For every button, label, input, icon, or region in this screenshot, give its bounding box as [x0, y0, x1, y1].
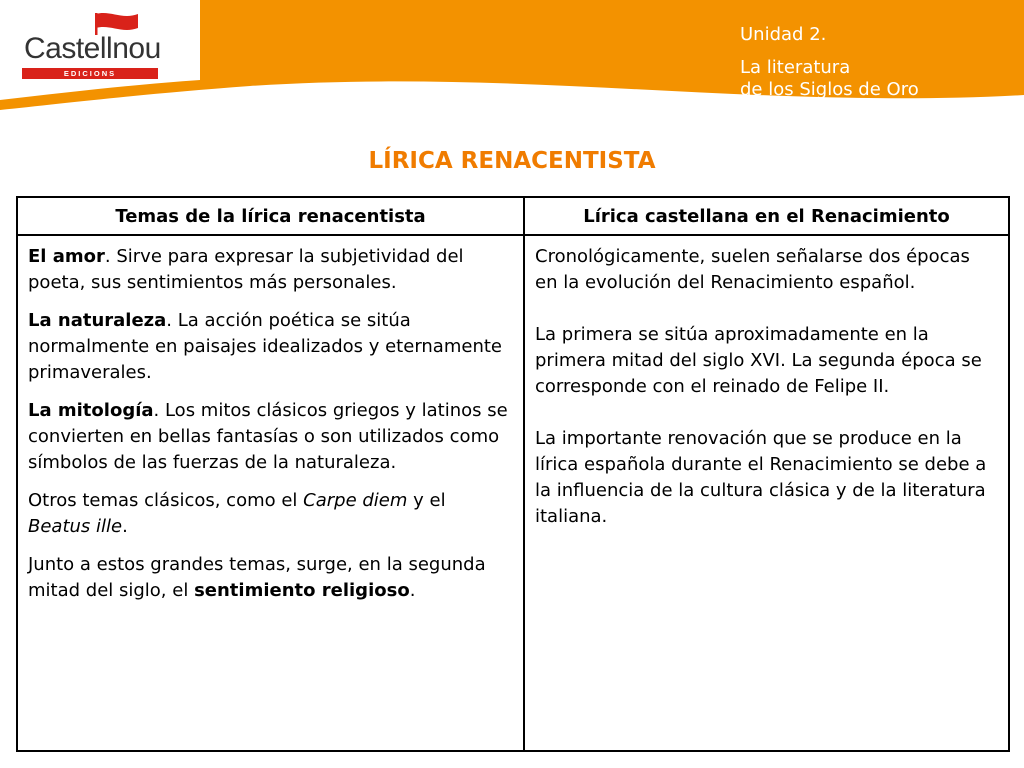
logo-name: Castellnou: [24, 32, 161, 65]
theme-text: . La acción poética se sitúa normalmente en paisajes idealizados y eternamente primaverales.: [28, 310, 502, 383]
paragraph: La importante renovación que se produce en la lírica española durante el Renacimiento se debe a la influencia de la cultura clásica y de la literatura italiana.: [535, 428, 987, 527]
castellnou-logo: [22, 8, 162, 80]
header-banner: [0, 0, 1024, 112]
logo-subtitle: EDICIONS: [22, 68, 158, 79]
themes-cell: [17, 235, 524, 751]
theme-text: Junto a estos grandes temas, surge, en la segunda mitad del siglo, el: [28, 554, 486, 601]
column-header: Lírica castellana en el Renacimiento: [524, 197, 1009, 235]
unit-number: Unidad 2.: [740, 24, 827, 45]
unit-info: [740, 24, 919, 101]
theme-text: Otros temas clásicos, como el: [28, 490, 304, 511]
table-row: [17, 235, 1009, 751]
unit-title-line1: La literatura: [740, 57, 851, 78]
theme-text: y el: [407, 490, 446, 511]
theme-nature: [28, 308, 513, 386]
theme-text: .: [122, 516, 128, 537]
theme-term-italic: Carpe diem: [303, 490, 408, 511]
theme-term: sentimiento religioso: [194, 580, 410, 601]
content-table: [16, 196, 1010, 752]
theme-term: El amor: [28, 246, 105, 267]
unit-title-line2: de los Siglos de Oro: [740, 79, 919, 100]
theme-love: [28, 244, 513, 296]
column-header: Temas de la lírica renacentista: [17, 197, 524, 235]
slide-title: LÍRICA RENACENTISTA: [368, 148, 656, 174]
paragraph: Cronológicamente, suelen señalarse dos épocas en la evolución del Renacimiento español.: [535, 246, 970, 293]
theme-term-italic: Beatus ille: [28, 516, 123, 537]
theme-classical: [28, 488, 513, 540]
theme-text: .: [409, 580, 416, 601]
paragraph: La primera se sitúa aproximadamente en la primera mitad del siglo XVI. La segunda época se corresponde con el reinado de Felipe II.: [535, 324, 982, 397]
theme-term: La mitología: [28, 400, 154, 421]
castilian-lyric-cell: [524, 235, 1009, 751]
theme-text: . Los mitos clásicos griegos y latinos se convierten en bellas fantasías o son utilizados como símbolos de las fuerzas de la naturaleza.: [28, 400, 508, 473]
theme-religious: [28, 552, 513, 604]
theme-mythology: [28, 398, 513, 476]
theme-text: . Sirve para expresar la subjetividad del poeta, sus sentimientos más personales.: [28, 246, 464, 293]
theme-term: La naturaleza: [28, 310, 167, 331]
table-header-row: [17, 197, 1009, 235]
